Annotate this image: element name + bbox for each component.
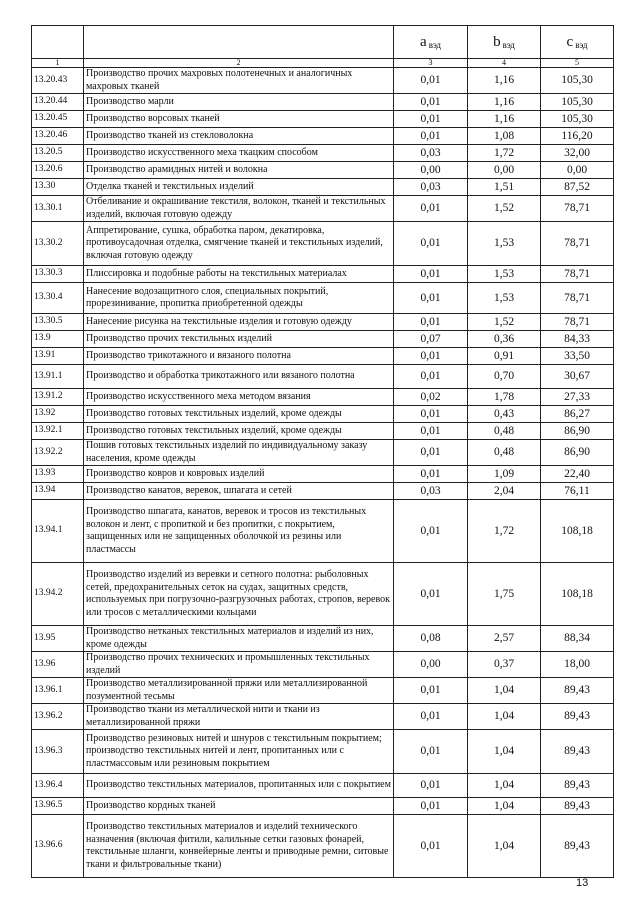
table-row	[32, 266, 614, 283]
row-code: 13.20.6	[32, 162, 84, 179]
table-row	[32, 196, 614, 222]
row-value-a: 0,01	[394, 266, 468, 283]
row-value-c: 78,71	[541, 266, 614, 283]
row-value-b: 0,48	[468, 423, 541, 440]
header-c-cell	[541, 26, 614, 59]
row-value-c: 89,43	[541, 774, 614, 798]
row-value-b: 1,04	[468, 678, 541, 704]
row-code: 13.96.2	[32, 704, 84, 730]
row-value-a: 0,08	[394, 626, 468, 652]
table-row	[32, 68, 614, 94]
header-b-cell	[468, 26, 541, 59]
row-value-c: 89,43	[541, 678, 614, 704]
row-code: 13.92.2	[32, 440, 84, 466]
coefficients-table	[31, 25, 614, 878]
row-name: Отбеливание и окрашивание текстиля, волокон, тканей и текстильных изделий, включая готовую одежду	[84, 196, 394, 222]
row-value-b: 1,16	[468, 111, 541, 128]
row-value-a: 0,01	[394, 68, 468, 94]
row-code: 13.30	[32, 179, 84, 196]
row-name: Производство и обработка трикотажного или вязаного полотна	[84, 365, 394, 389]
table-row	[32, 423, 614, 440]
row-code: 13.96.1	[32, 678, 84, 704]
row-value-c: 78,71	[541, 283, 614, 314]
row-name: Пошив готовых текстильных изделий по индивидуальному заказу населения, кроме одежды	[84, 440, 394, 466]
row-value-b: 0,70	[468, 365, 541, 389]
row-name: Аппретирование, сушка, обработка паром, декатировка, противоусадочная отделка, смягчение тканей и текстильных изделий, включая готовую одежду	[84, 222, 394, 266]
table-row	[32, 94, 614, 111]
row-code: 13.93	[32, 466, 84, 483]
column-index-5: 5	[541, 59, 614, 68]
row-value-a: 0,07	[394, 331, 468, 348]
row-value-a: 0,01	[394, 94, 468, 111]
row-value-a: 0,01	[394, 406, 468, 423]
row-name: Производство трикотажного и вязаного полотна	[84, 348, 394, 365]
row-code: 13.94.1	[32, 500, 84, 563]
row-name: Производство текстильных материалов и изделий технического назначения (включая фитили, калильные сетки газовых фонарей, текстильные шланги, конвейерные ленты и приводные ремни, ситовые ткани и фильтровальные ткани)	[84, 815, 394, 878]
row-value-c: 0,00	[541, 162, 614, 179]
row-name: Производство ковров и ковровых изделий	[84, 466, 394, 483]
row-code: 13.96.4	[32, 774, 84, 798]
row-value-a: 0,03	[394, 179, 468, 196]
row-value-c: 32,00	[541, 145, 614, 162]
row-value-b: 0,48	[468, 440, 541, 466]
table-row	[32, 162, 614, 179]
row-value-b: 1,52	[468, 314, 541, 331]
row-value-c: 30,67	[541, 365, 614, 389]
table-row	[32, 798, 614, 815]
row-value-c: 86,90	[541, 423, 614, 440]
header-c-letter: c	[566, 33, 574, 50]
row-code: 13.20.45	[32, 111, 84, 128]
row-value-b: 0,43	[468, 406, 541, 423]
row-value-a: 0,01	[394, 730, 468, 774]
row-value-c: 105,30	[541, 68, 614, 94]
row-code: 13.92.1	[32, 423, 84, 440]
row-value-a: 0,01	[394, 111, 468, 128]
row-code: 13.91	[32, 348, 84, 365]
row-value-c: 108,18	[541, 563, 614, 626]
page-number: 13	[576, 877, 589, 889]
column-index-2: 2	[84, 59, 394, 68]
row-value-b: 1,04	[468, 774, 541, 798]
row-value-b: 1,53	[468, 222, 541, 266]
row-value-a: 0,03	[394, 483, 468, 500]
row-code: 13.96.3	[32, 730, 84, 774]
row-value-b: 1,16	[468, 94, 541, 111]
table-row	[32, 145, 614, 162]
table-row	[32, 179, 614, 196]
table-row	[32, 774, 614, 798]
row-value-b: 1,72	[468, 500, 541, 563]
row-value-c: 89,43	[541, 815, 614, 878]
row-value-a: 0,01	[394, 466, 468, 483]
row-value-c: 18,00	[541, 652, 614, 678]
row-value-a: 0,01	[394, 440, 468, 466]
column-index-row	[32, 59, 614, 68]
row-name: Нанесение рисунка на текстильные изделия и готовую одежду	[84, 314, 394, 331]
row-value-b: 1,53	[468, 283, 541, 314]
row-value-c: 78,71	[541, 314, 614, 331]
row-value-c: 87,52	[541, 179, 614, 196]
row-value-a: 0,01	[394, 283, 468, 314]
row-value-c: 105,30	[541, 111, 614, 128]
row-value-b: 2,04	[468, 483, 541, 500]
row-value-c: 27,33	[541, 389, 614, 406]
row-code: 13.30.5	[32, 314, 84, 331]
row-name: Производство тканей из стекловолокна	[84, 128, 394, 145]
row-name: Производство нетканых текстильных материалов и изделий из них, кроме одежды	[84, 626, 394, 652]
row-value-b: 1,04	[468, 730, 541, 774]
row-value-a: 0,01	[394, 704, 468, 730]
row-name: Производство ворсовых тканей	[84, 111, 394, 128]
row-name: Производство резиновых нитей и шнуров с текстильным покрытием; производство текстильных нитей и лент, пропитанных или с пластмассовым или резиновым покрытием	[84, 730, 394, 774]
row-value-b: 1,16	[468, 68, 541, 94]
table-row	[32, 483, 614, 500]
row-value-a: 0,01	[394, 348, 468, 365]
row-name: Производство марли	[84, 94, 394, 111]
row-name: Отделка тканей и текстильных изделий	[84, 179, 394, 196]
row-value-c: 116,20	[541, 128, 614, 145]
row-name: Производство искусственного меха методом вязания	[84, 389, 394, 406]
row-name: Производство прочих махровых полотенечных и аналогичных махровых тканей	[84, 68, 394, 94]
row-value-a: 0,00	[394, 652, 468, 678]
column-index-1: 1	[32, 59, 84, 68]
row-value-b: 1,52	[468, 196, 541, 222]
row-code: 13.96.5	[32, 798, 84, 815]
row-code: 13.20.46	[32, 128, 84, 145]
row-value-b: 1,08	[468, 128, 541, 145]
row-value-a: 0,01	[394, 563, 468, 626]
row-code: 13.94	[32, 483, 84, 500]
table-row	[32, 730, 614, 774]
row-code: 13.30.4	[32, 283, 84, 314]
row-value-c: 89,43	[541, 730, 614, 774]
row-value-a: 0,01	[394, 678, 468, 704]
row-value-c: 78,71	[541, 222, 614, 266]
header-row	[32, 26, 614, 59]
header-c-sub: вэд	[575, 39, 588, 50]
row-value-a: 0,03	[394, 145, 468, 162]
row-code: 13.30.2	[32, 222, 84, 266]
table-row	[32, 440, 614, 466]
row-value-a: 0,02	[394, 389, 468, 406]
row-value-c: 84,33	[541, 331, 614, 348]
header-code-cell	[32, 26, 84, 59]
row-value-c: 89,43	[541, 798, 614, 815]
row-name: Производство искусственного меха ткацким способом	[84, 145, 394, 162]
row-value-a: 0,01	[394, 365, 468, 389]
row-name: Производство канатов, веревок, шпагата и сетей	[84, 483, 394, 500]
table-row	[32, 815, 614, 878]
table-row	[32, 111, 614, 128]
row-name: Производство прочих технических и промышленных текстильных изделий	[84, 652, 394, 678]
row-value-b: 1,75	[468, 563, 541, 626]
table-row	[32, 466, 614, 483]
row-value-c: 78,71	[541, 196, 614, 222]
table-row	[32, 283, 614, 314]
row-value-c: 86,27	[541, 406, 614, 423]
row-name: Нанесение водозащитного слоя, специальных покрытий, прорезинивание, пропитка приобретенной одежды	[84, 283, 394, 314]
row-value-b: 2,57	[468, 626, 541, 652]
row-name: Производство кордных тканей	[84, 798, 394, 815]
table-row	[32, 500, 614, 563]
table-row	[32, 678, 614, 704]
row-value-a: 0,01	[394, 815, 468, 878]
row-value-b: 1,04	[468, 704, 541, 730]
row-value-b: 1,09	[468, 466, 541, 483]
row-value-b: 1,72	[468, 145, 541, 162]
row-code: 13.30.3	[32, 266, 84, 283]
row-value-c: 33,50	[541, 348, 614, 365]
row-name: Производство арамидных нитей и волокна	[84, 162, 394, 179]
row-value-a: 0,01	[394, 798, 468, 815]
row-name: Производство готовых текстильных изделий, кроме одежды	[84, 406, 394, 423]
row-code: 13.96.6	[32, 815, 84, 878]
table-row	[32, 222, 614, 266]
row-name: Производство изделий из веревки и сетного полотна: рыболовных сетей, предохранительных сеток на судах, защитных средств, используемых при погрузочно-разгрузочных работах, стропов, веревок или тросов с металлическими кольцами	[84, 563, 394, 626]
table-row	[32, 652, 614, 678]
table-row	[32, 704, 614, 730]
table-row	[32, 389, 614, 406]
row-name: Производство текстильных материалов, пропитанных или с покрытием	[84, 774, 394, 798]
row-value-c: 86,90	[541, 440, 614, 466]
header-name-cell	[84, 26, 394, 59]
row-code: 13.95	[32, 626, 84, 652]
row-name: Плиссировка и подобные работы на текстильных материалах	[84, 266, 394, 283]
row-code: 13.92	[32, 406, 84, 423]
row-value-a: 0,01	[394, 196, 468, 222]
row-value-b: 0,91	[468, 348, 541, 365]
row-value-b: 1,51	[468, 179, 541, 196]
table-row	[32, 314, 614, 331]
row-value-c: 108,18	[541, 500, 614, 563]
row-code: 13.20.43	[32, 68, 84, 94]
row-value-b: 1,53	[468, 266, 541, 283]
row-name: Производство металлизированной пряжи или металлизированной позументной тесьмы	[84, 678, 394, 704]
row-code: 13.94.2	[32, 563, 84, 626]
row-code: 13.20.44	[32, 94, 84, 111]
table-row	[32, 348, 614, 365]
row-value-c: 105,30	[541, 94, 614, 111]
row-value-a: 0,00	[394, 162, 468, 179]
row-code: 13.96	[32, 652, 84, 678]
row-code: 13.9	[32, 331, 84, 348]
row-value-a: 0,01	[394, 314, 468, 331]
row-value-c: 76,11	[541, 483, 614, 500]
row-name: Производство прочих текстильных изделий	[84, 331, 394, 348]
row-value-b: 0,37	[468, 652, 541, 678]
row-code: 13.20.5	[32, 145, 84, 162]
row-value-b: 1,78	[468, 389, 541, 406]
header-a-cell	[394, 26, 468, 59]
table-row	[32, 365, 614, 389]
column-index-4: 4	[468, 59, 541, 68]
row-value-c: 88,34	[541, 626, 614, 652]
table-row	[32, 128, 614, 145]
row-value-b: 0,00	[468, 162, 541, 179]
row-value-b: 0,36	[468, 331, 541, 348]
row-value-b: 1,04	[468, 815, 541, 878]
table-row	[32, 563, 614, 626]
row-value-a: 0,01	[394, 222, 468, 266]
row-code: 13.91.1	[32, 365, 84, 389]
row-code: 13.30.1	[32, 196, 84, 222]
row-value-b: 1,04	[468, 798, 541, 815]
row-value-a: 0,01	[394, 423, 468, 440]
table-row	[32, 331, 614, 348]
header-a-sub: вэд	[428, 39, 441, 50]
row-name: Производство готовых текстильных изделий, кроме одежды	[84, 423, 394, 440]
row-name: Производство ткани из металлической нити и ткани из металлизированной пряжи	[84, 704, 394, 730]
row-value-a: 0,01	[394, 500, 468, 563]
header-b-sub: вэд	[502, 39, 515, 50]
row-value-a: 0,01	[394, 128, 468, 145]
row-value-a: 0,01	[394, 774, 468, 798]
row-value-c: 22,40	[541, 466, 614, 483]
row-code: 13.91.2	[32, 389, 84, 406]
header-b-letter: b	[493, 33, 501, 50]
table-row	[32, 626, 614, 652]
table-row	[32, 406, 614, 423]
column-index-3: 3	[394, 59, 468, 68]
row-name: Производство шпагата, канатов, веревок и тросов из текстильных волокон и лент, с пропиткой и без пропитки, с покрытием, защищенных или не защищенных оболочкой из резины или пластмассы	[84, 500, 394, 563]
header-a-letter: a	[420, 33, 427, 50]
row-value-c: 89,43	[541, 704, 614, 730]
